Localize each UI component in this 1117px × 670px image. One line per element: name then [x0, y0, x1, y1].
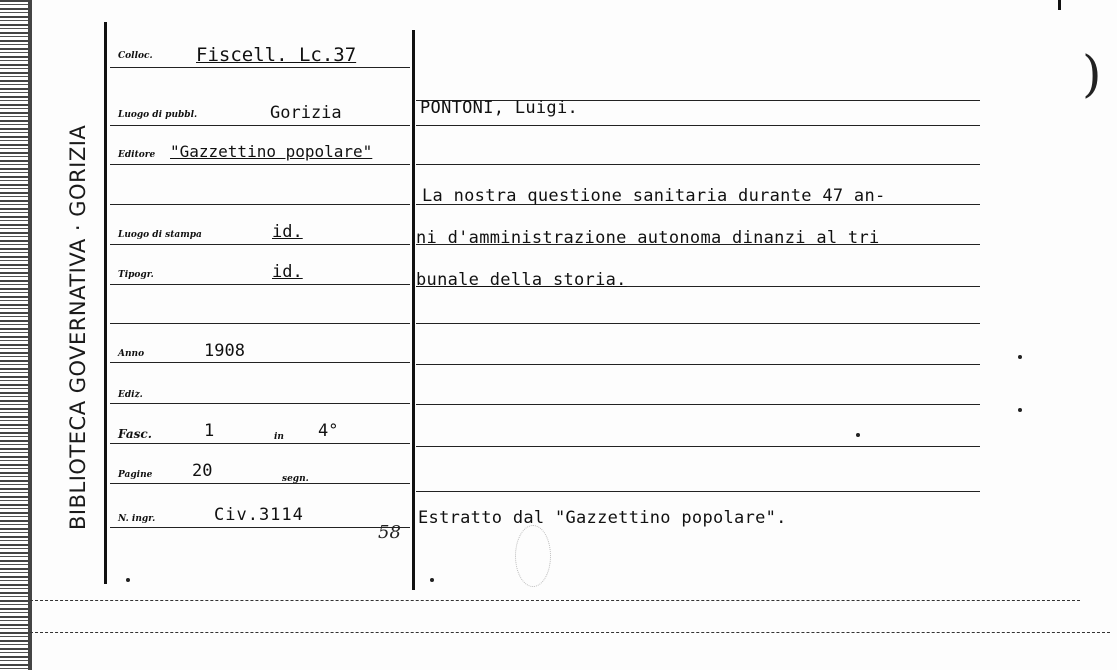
title-line-2: ni d'amministrazione autonoma dinanzi al tri — [416, 228, 880, 248]
title-line-3: bunale della storia. — [416, 270, 627, 290]
luogo-pubbl-value: Gorizia — [270, 103, 342, 123]
fasc-in: in — [274, 432, 284, 442]
pagine-value: 20 — [192, 461, 213, 481]
fasc-label: Fasc. — [118, 427, 152, 441]
anno-value: 1908 — [204, 341, 245, 361]
ingr-label: N. ingr. — [118, 514, 156, 524]
rule-fasc — [110, 443, 410, 444]
luogo-pubbl-label: Luogo di pubbl. — [118, 110, 198, 120]
top-right-tick — [1058, 0, 1061, 10]
rule-editore — [110, 164, 410, 165]
extract-note: Estratto dal "Gazzettino popolare". — [418, 508, 787, 528]
colloc-label: Colloc. — [118, 51, 153, 61]
rule-r7 — [416, 323, 980, 324]
editore-label: Editore — [118, 150, 156, 160]
editore-value: "Gazzettino popolare" — [170, 142, 373, 161]
punch-hole-mark: ) — [1082, 45, 1102, 103]
card-scan-edge-line — [28, 0, 32, 670]
rule-r11 — [416, 491, 980, 492]
rule-luogo-pubbl — [110, 125, 410, 126]
rule-blank-1 — [110, 204, 410, 205]
fasc-format: 4° — [318, 421, 339, 441]
luogo-stampa-value: id. — [272, 222, 303, 242]
rule-colloc — [110, 67, 410, 68]
center-vertical-rule — [412, 30, 415, 590]
speck — [1018, 408, 1022, 412]
colloc-value: Fiscell. Lc.37 — [196, 44, 357, 66]
fasc-value: 1 — [204, 421, 215, 441]
speck — [856, 433, 860, 437]
tipogr-label: Tipogr. — [118, 270, 154, 280]
rule-anno — [110, 362, 410, 363]
rule-blank-2 — [110, 323, 410, 324]
rule-tipogr — [110, 284, 410, 285]
rule-ingr — [110, 527, 410, 528]
segn-label: segn. — [282, 474, 309, 484]
speck — [1018, 355, 1022, 359]
speck — [126, 578, 130, 582]
rule-r8 — [416, 364, 980, 365]
anno-label: Anno — [118, 349, 145, 359]
rule-r10 — [416, 446, 980, 447]
luogo-stampa-label: Luogo di stampa — [118, 230, 202, 240]
tipogr-value: id. — [272, 262, 303, 282]
rule-ediz — [110, 403, 410, 404]
left-vertical-rule — [104, 22, 107, 584]
rule-r9 — [416, 404, 980, 405]
rule-pagine — [110, 483, 410, 484]
author-name: PONTONI, Luigi. — [420, 98, 579, 118]
faded-stamp — [515, 525, 551, 587]
rule-r3 — [416, 164, 980, 165]
pagine-label: Pagine — [118, 470, 153, 480]
rule-luogo-stampa — [110, 244, 410, 245]
bottom-rule-1 — [30, 600, 1080, 601]
speck — [430, 578, 434, 582]
library-name: BIBLIOTECA GOVERNATIVA · GORIZIA — [66, 124, 90, 530]
handwritten-number: 58 — [378, 522, 401, 543]
ingr-value: Civ.3114 — [214, 505, 304, 525]
rule-r2 — [416, 125, 980, 126]
ediz-label: Ediz. — [118, 390, 143, 400]
title-line-1: La nostra questione sanitaria durante 47 an- — [422, 186, 886, 206]
bottom-rule-2 — [30, 632, 1110, 633]
card-scan-edge — [0, 0, 28, 670]
